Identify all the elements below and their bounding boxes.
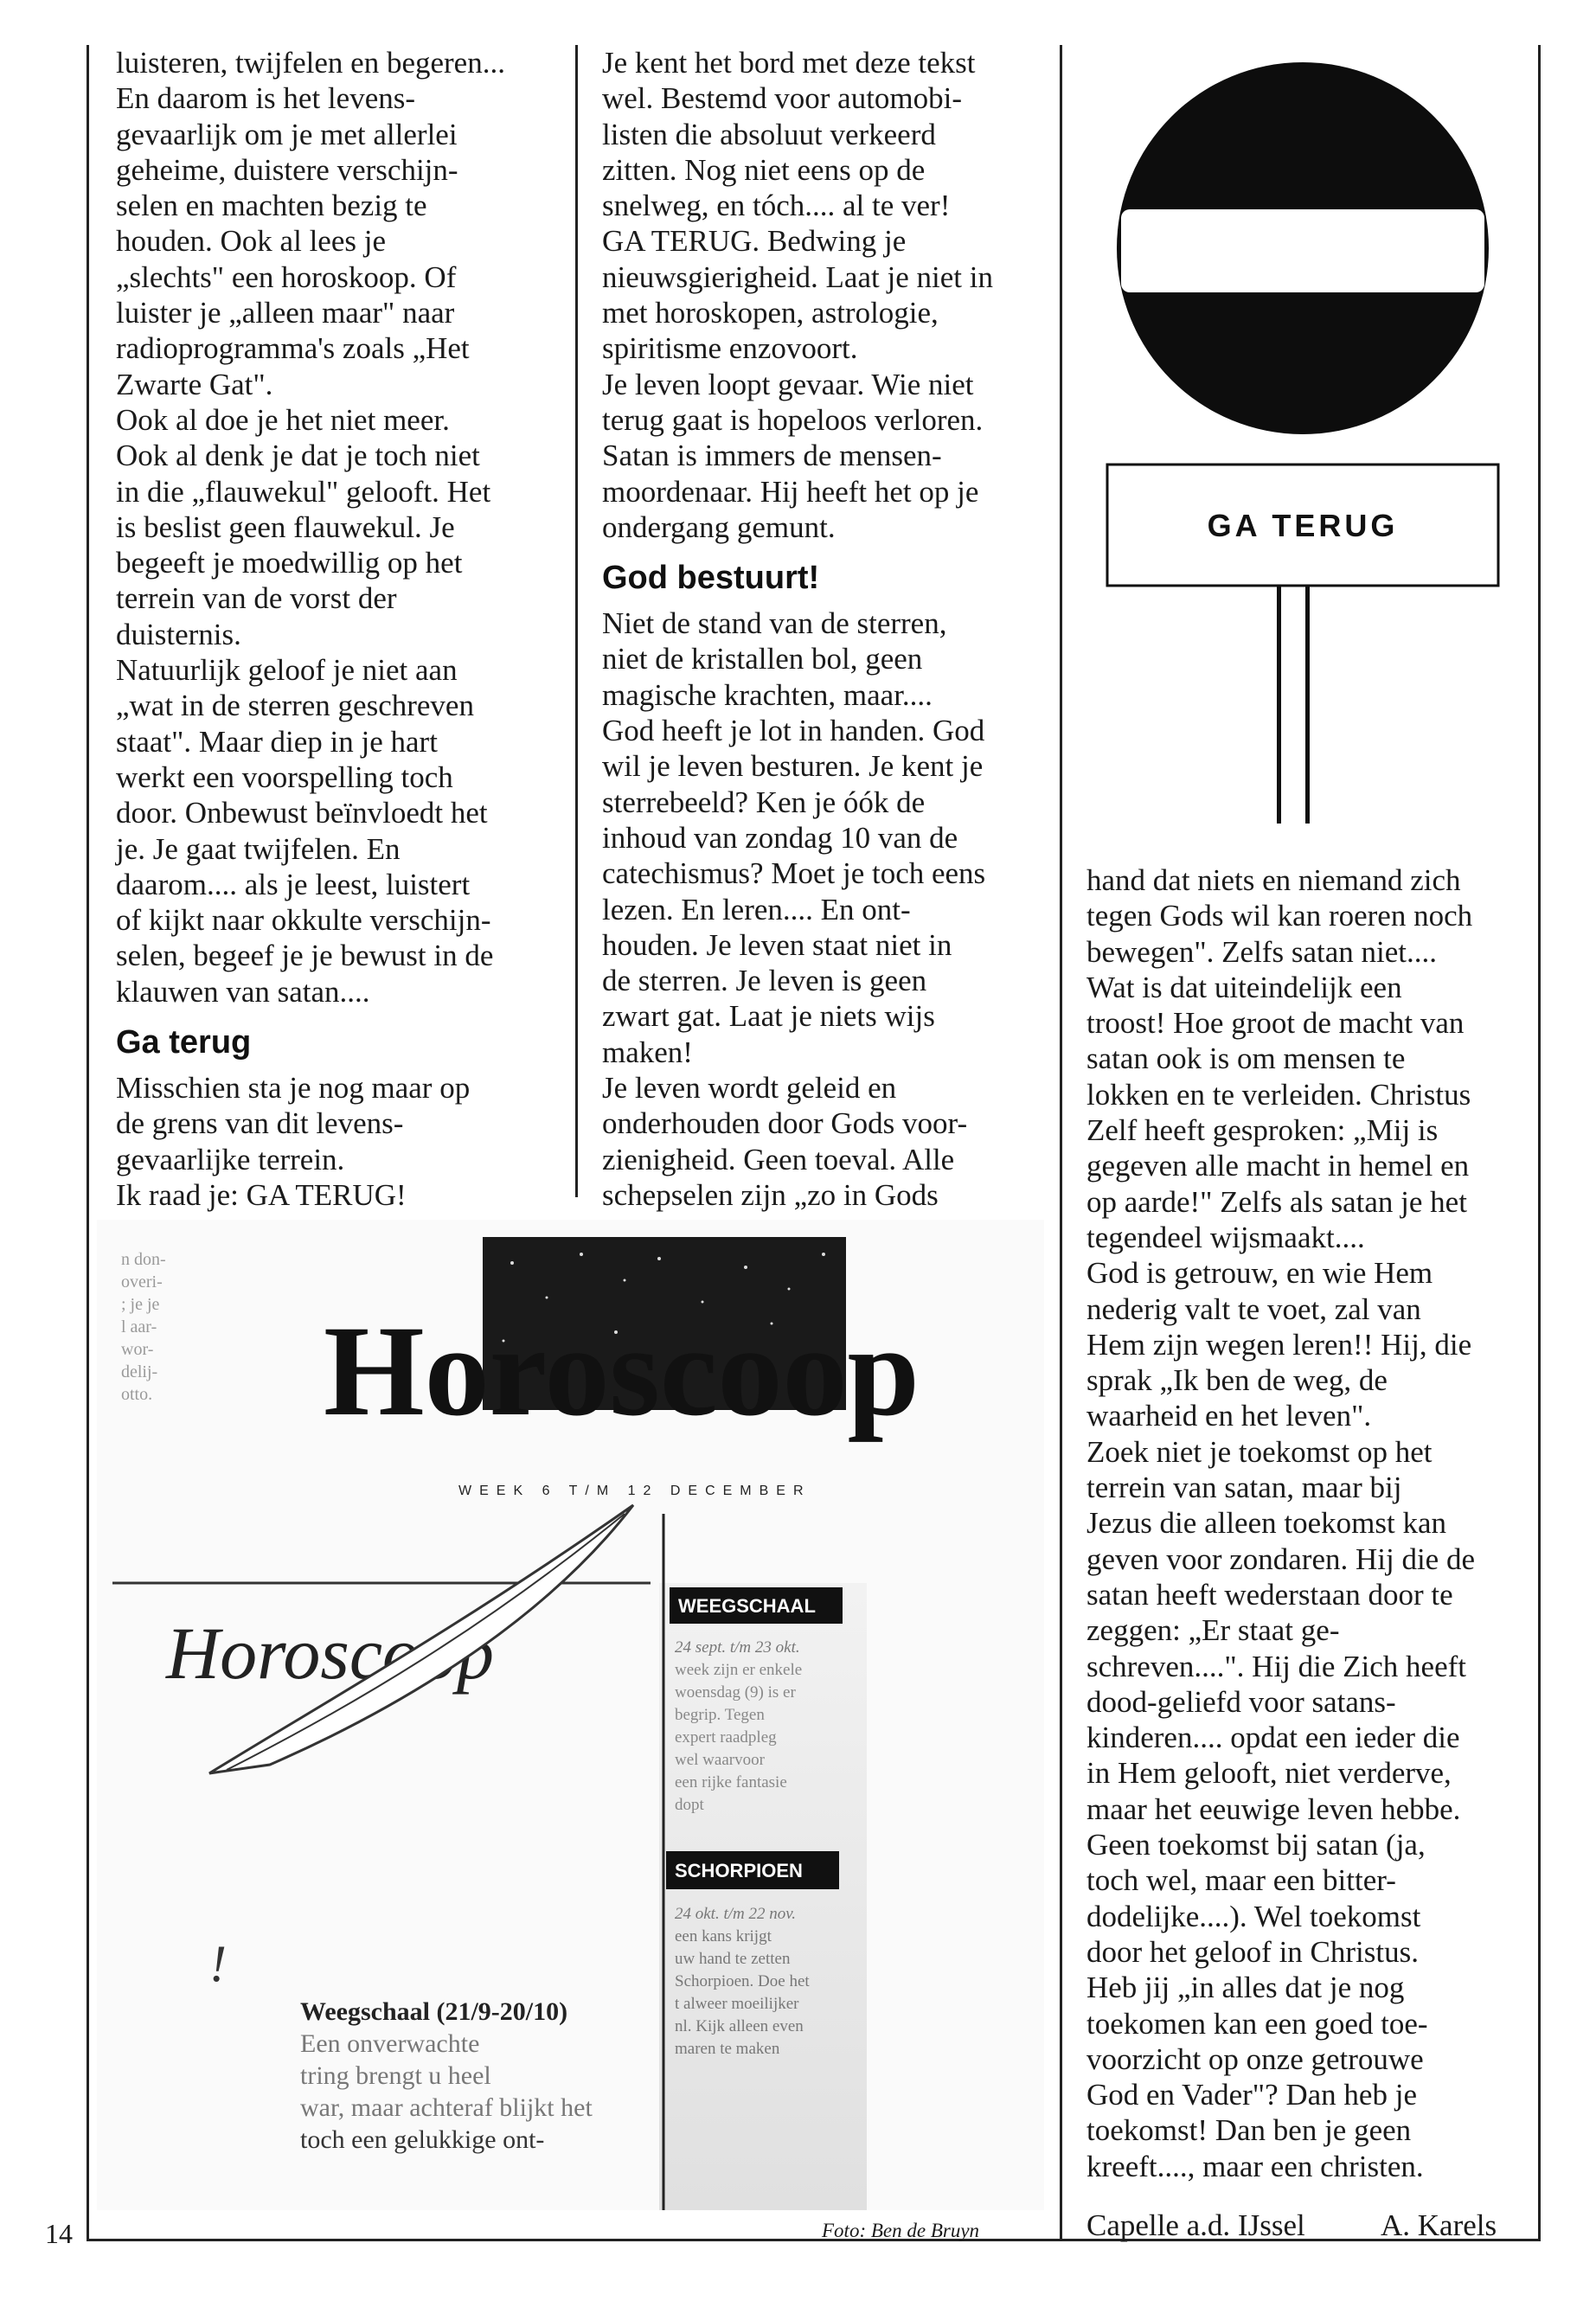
clip-line: maren te maken [675,2040,780,2058]
text-line: catechismus? Moet je toch eens [602,856,986,891]
text-line: zitten. Nog niet eens op de [602,152,926,187]
signature-place: Capelle a.d. IJssel [1086,2208,1305,2242]
clip-line: week zijn er enkele [675,1661,803,1679]
clip-line: Een onverwachte [300,2029,480,2058]
photo-credit: Foto: Ben de Bruyn [822,2220,980,2241]
clip-line: otto. [121,1385,153,1404]
text-line: En daarom is het levens- [116,81,416,116]
text-line: dodelijke....). Wel toekomst [1086,1899,1421,1933]
clip-line: tring brengt u heel [300,2061,491,2090]
text-line: lokken en te verleiden. Christus [1086,1077,1471,1112]
signature-author: A. Karels [1381,2208,1497,2242]
text-line: God en Vader"? Dan heb je [1086,2078,1417,2112]
weegschaal-dates: 24 sept. t/m 23 okt. [675,1638,800,1657]
column-a-text-1 [116,45,566,1009]
text-line: GA TERUG. Bedwing je [602,224,907,259]
text-line: Geen toekomst bij satan (ja, [1086,1828,1426,1862]
clip-line: Schorpioen. Doe het [675,1972,810,1990]
text-line: nederig valt te voet, zal van [1086,1292,1421,1326]
text-line: luisteren, twijfelen en begeren... [116,46,505,80]
week-line: WEEK 6 T/M 12 DECEMBER [458,1484,811,1498]
text-line: terrein van satan, maar bij [1086,1471,1402,1505]
text-line: werkt een voorspelling toch [116,760,453,794]
text-line: bewegen". Zelfs satan niet.... [1086,934,1437,969]
schorpioen-label: SCHORPIOEN [675,1860,803,1881]
text-line: zwart gat. Laat je niets wijs [602,999,935,1034]
text-line: kreeft...., maar een christen. [1086,2149,1424,2183]
text-line: de sterren. Je leven is geen [602,964,927,998]
text-line: terug gaat is hopeloos verloren. [602,402,984,437]
heading-god-bestuurt: God bestuurt! [602,560,820,597]
clip-line: woensdag (9) is er [675,1683,796,1702]
text-line: maken! [602,1035,693,1069]
text-line: in Hem gelooft, niet verderve, [1086,1756,1452,1791]
text-line: Jezus die alleen toekomst kan [1086,1506,1446,1541]
heading-ga-terug: Ga terug [116,1024,252,1061]
clip-line: l aar- [121,1317,157,1336]
exclamation-mark: ! [209,1935,227,1992]
clip-bottom-title: Weegschaal (21/9-20/10) [300,1997,568,2026]
text-line: hand dat niets en niemand zich [1086,863,1461,897]
text-line: sterrebeeld? Ken je óók de [602,785,926,819]
text-line: selen, begeef je je bewust in de [116,939,494,973]
text-line: terrein van de vorst der [116,581,397,616]
text-line: geheime, duistere verschijn- [116,152,458,187]
text-line: door het geloof in Christus. [1086,1934,1419,1969]
horoscoop-headline: Horoscoop [324,1299,920,1443]
text-line: je. Je gaat twijfelen. En [116,831,401,866]
text-line: Je kent het bord met deze tekst [602,46,976,80]
text-line: God is getrouw, en wie Hem [1086,1256,1433,1291]
page-border-right [1538,45,1541,2240]
text-line: snelweg, en tóch.... al te ver! [602,189,951,223]
clip-line: war, maar achteraf blijkt het [300,2093,593,2122]
column-a [116,45,566,1213]
text-line: toekomst! Dan ben je geen [1086,2113,1412,2148]
column-a-text-2 [116,1070,566,1213]
text-line: moordenaar. Hij heeft het op je [602,474,979,509]
clip-line: nl. Kijk alleen even [675,2017,804,2035]
clip-line: overi- [121,1272,163,1292]
text-line: satan heeft wederstaan door te [1086,1577,1453,1612]
column-b-text-1 [602,45,1052,545]
text-line: God heeft je lot in handen. God [602,714,985,748]
clip-line: dopt [675,1796,704,1814]
text-line: Satan is immers de mensen- [602,439,942,473]
text-line: gegeven alle macht in hemel en [1086,1149,1470,1183]
text-line: tegendeel wijsmaakt.... [1086,1220,1365,1254]
text-line: gevaarlijk om je met allerlei [116,117,458,151]
clip-line: wor- [121,1340,154,1359]
text-line: Natuurlijk geloof je niet aan [116,653,458,688]
clip-line: n don- [121,1250,166,1269]
text-line: schreven....". Hij die Zich heeft [1086,1649,1466,1683]
clip-line: t alweer moeilijker [675,1995,799,2013]
clip-line: een kans krijgt [675,1927,772,1945]
text-line: de grens van dit levens- [116,1106,404,1141]
column-b-text-2 [602,606,1052,1213]
text-line: luister je „alleen maar" naar [116,296,455,330]
text-line: tegen Gods wil kan roeren noch [1086,899,1473,933]
text-line: voorzicht op onze getrouwe [1086,2041,1424,2076]
text-line: geven voor zondaren. Hij die de [1086,1541,1476,1576]
text-line: duisternis. [116,617,241,651]
text-line: maar het eeuwige leven hebbe. [1086,1791,1461,1826]
no-entry-sign [1104,45,1502,824]
text-line: Ook al denk je dat je toch niet [116,439,480,473]
text-line: Zwarte Gat". [116,367,273,401]
text-line: in die „flauwekul" gelooft. Het [116,474,491,509]
text-line: toch wel, maar een bitter- [1086,1863,1396,1898]
clip-line: wel waarvoor [675,1751,765,1769]
column-divider-2 [1060,45,1062,2240]
clip-line: toch een gelukkige ont- [300,2125,545,2154]
text-line: zeggen: „Er staat ge- [1086,1613,1340,1648]
text-line: selen en machten bezig te [116,189,427,223]
text-line: Heb jij „in alles dat je nog [1086,1971,1405,2005]
text-line: troost! Hoe groot de macht van [1086,1006,1465,1041]
text-line: Hem zijn wegen leren!! Hij, die [1086,1327,1472,1362]
clip-line: uw hand te zetten [675,1950,791,1968]
text-line: is beslist geen flauwekul. Je [116,510,455,544]
text-line: door. Onbewust beïnvloedt het [116,796,488,830]
text-line: Ik raad je: GA TERUG! [116,1177,407,1212]
clip-line: ; je je [121,1295,160,1314]
clip-line: begrip. Tegen [675,1706,765,1724]
text-line: Wat is dat uiteindelijk een [1086,970,1402,1004]
text-line: inhoud van zondag 10 van de [602,820,958,855]
text-line: niet de kristallen bol, geen [602,642,923,676]
text-line: gevaarlijke terrein. [116,1142,345,1176]
column-divider-1 [575,45,578,1197]
text-line: op aarde!" Zelfs als satan je het [1086,1184,1467,1219]
clip-line: delij- [121,1362,158,1381]
text-line: Zoek niet je toekomst op het [1086,1434,1433,1469]
text-line: lezen. En leren.... En ont- [602,892,911,926]
text-line: begeeft je moedwillig op het [116,546,463,580]
text-line: Je leven loopt gevaar. Wie niet [602,367,974,401]
page-bottom-rule [87,2239,1541,2241]
column-c [1086,862,1536,2184]
text-line: spiritisme enzovoort. [602,331,858,366]
text-line: dood-geliefd voor satans- [1086,1684,1396,1719]
clip-line: expert raadpleg [675,1728,777,1747]
sign-post-right [1305,586,1310,824]
text-line: of kijkt naar okkulte verschijn- [116,903,491,938]
sign-bar [1121,209,1484,292]
text-line: magische krachten, maar.... [602,677,933,712]
horoscope-photo [97,1220,1044,2210]
page-number: 14 [45,2218,73,2249]
text-line: wil je leven besturen. Je kent je [602,749,984,784]
text-line: Ook al doe je het niet meer. [116,402,450,437]
text-line: „slechts" een horoskoop. Of [116,260,457,294]
schorpioen-dates: 24 okt. t/m 22 nov. [675,1905,797,1923]
column-b [602,45,1052,1213]
text-line: toekomen kan een goed toe- [1086,2006,1428,2041]
text-line: Misschien sta je nog maar op [116,1071,471,1106]
text-line: houden. Ook al lees je [116,224,386,259]
text-line: Niet de stand van de sterren, [602,606,947,641]
text-line: waarheid en het leven". [1086,1399,1372,1433]
text-line: staat". Maar diep in je hart [116,724,438,759]
text-line: „wat in de sterren geschreven [116,689,474,723]
text-line: radioprogramma's zoals „Het [116,331,470,366]
text-line: houden. Je leven staat niet in [602,927,952,962]
text-line: sprak „Ik ben de weg, de [1086,1363,1388,1398]
text-line: onderhouden door Gods voor- [602,1106,968,1141]
clip-line: een rijke fantasie [675,1773,787,1791]
sign-post-left [1277,586,1281,824]
page-border-left [87,45,89,2240]
text-line: zienigheid. Geen toeval. Alle [602,1142,955,1176]
text-line: satan ook is om mensen te [1086,1042,1406,1076]
text-line: met horoskopen, astrologie, [602,296,939,330]
text-line: klauwen van satan.... [116,974,370,1009]
text-line: Zelf heeft gesproken: „Mij is [1086,1113,1439,1148]
text-line: wel. Bestemd voor automobi- [602,81,963,116]
text-line: schepselen zijn „zo in Gods [602,1177,939,1212]
sign-text: GA TERUG [1207,508,1399,543]
text-line: listen die absoluut verkeerd [602,117,936,151]
text-line: nieuwsgierigheid. Laat je niet in [602,260,993,294]
text-line: Je leven wordt geleid en [602,1071,897,1106]
script-horoscoop: Horoscoop [166,1612,495,1695]
weegschaal-label: WEEGSCHAAL [678,1595,816,1617]
text-line: daarom.... als je leest, luistert [116,867,471,901]
text-line: ondergang gemunt. [602,510,836,544]
text-line: kinderen.... opdat een ieder die [1086,1721,1460,1755]
